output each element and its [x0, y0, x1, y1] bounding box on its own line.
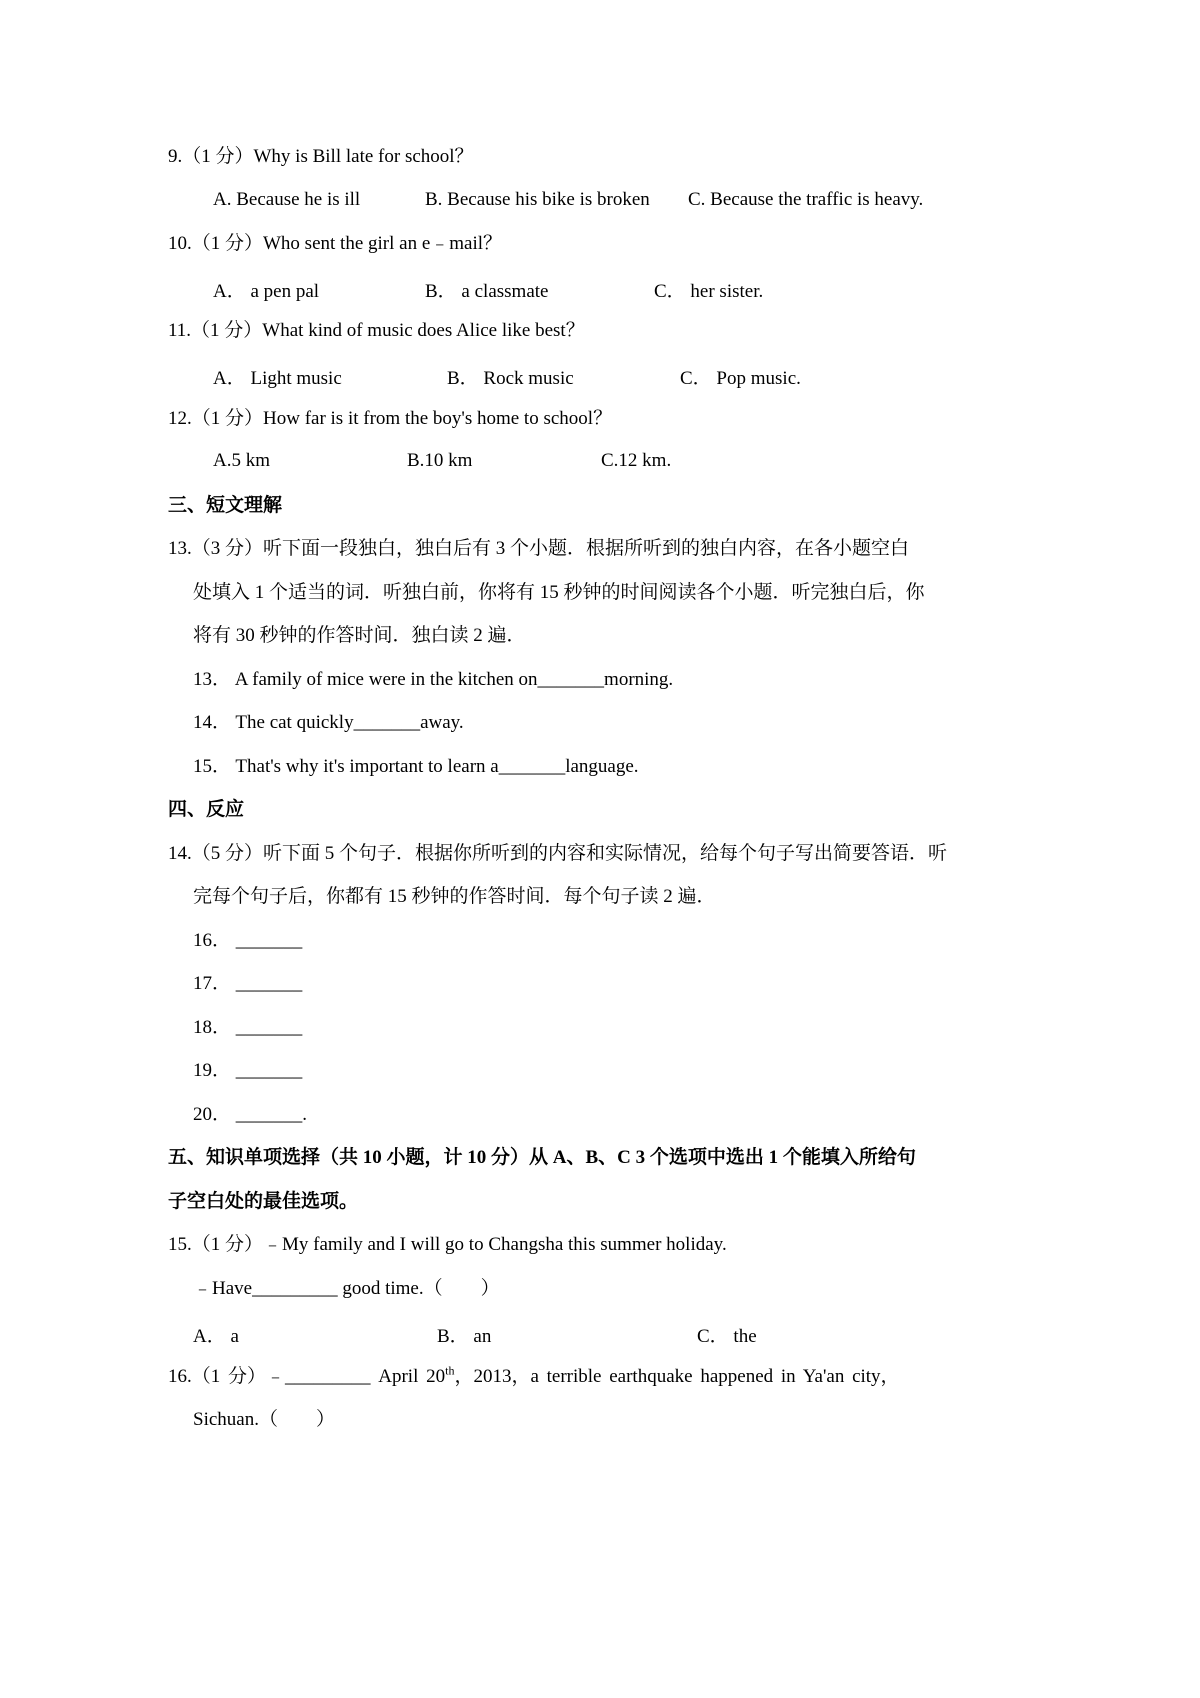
question-13-instructions-line-3: 将有 30 秒钟的作答时间．独白读 2 遍． [193, 625, 526, 646]
answer-line-16: 16． _______ [193, 930, 303, 951]
answer-line-20: 20． _______. [193, 1104, 308, 1125]
answer-line-17: 17． _______ [193, 973, 303, 994]
question-10-option-c: C． her sister. [654, 281, 764, 302]
answer-line-18: 18． _______ [193, 1017, 303, 1038]
question-16-line-2: Sichuan.（ ） [193, 1409, 335, 1430]
question-12-option-a: A.5 km [213, 450, 270, 471]
question-9-option-a: A. Because he is ill [213, 189, 361, 210]
question-11-option-b: B． Rock music [447, 368, 574, 389]
question-16-line-1 [168, 1365, 900, 1389]
question-13-item-2: 14． The cat quickly_______away. [193, 712, 464, 733]
question-13-item-3: 15． That's why it's important to learn a_______language. [193, 756, 639, 777]
answer-line-19: 19． _______ [193, 1060, 303, 1081]
section-5-heading-line-1: 五、知识单项选择（共 10 小题，计 10 分）从 A、B、C 3 个选项中选出 1 个能填入所给句 [168, 1147, 916, 1168]
section-4-heading: 四、反应 [168, 799, 245, 820]
question-11-stem: 11.（1 分）What kind of music does Alice like best？ [168, 320, 585, 341]
question-9-option-b: B. Because his bike is broken [425, 189, 650, 210]
question-12-stem: 12.（1 分）How far is it from the boy's home to school？ [168, 408, 613, 429]
question-13-instructions-line-1: 13.（3 分）听下面一段独白，独白后有 3 个小题．根据所听到的独白内容，在各小题空白 [168, 538, 910, 559]
question-11-option-c: C． Pop music. [680, 368, 801, 389]
question-11-option-a: A． Light music [213, 368, 342, 389]
question-9-option-c: C. Because the traffic is heavy. [688, 189, 924, 210]
section-3-heading: 三、短文理解 [168, 495, 283, 516]
question-15-line-1: 15.（1 分）﹣My family and I will go to Changsha this summer holiday. [168, 1234, 727, 1255]
question-14-instructions-line-1: 14.（5 分）听下面 5 个句子．根据你所听到的内容和实际情况，给每个句子写出简要答语．听 [168, 843, 948, 864]
section-5-heading-line-2: 子空白处的最佳选项。 [168, 1191, 359, 1212]
question-16-line-1-text: 16.（1 分）﹣_________ April 20 [168, 1366, 446, 1387]
question-9-stem: 9.（1 分）Why is Bill late for school？ [168, 146, 474, 167]
question-10-option-a: A． a pen pal [213, 281, 320, 302]
question-10-stem: 10.（1 分）Who sent the girl an e﹣mail？ [168, 233, 503, 254]
question-13-instructions-line-2: 处填入 1 个适当的词．听独白前，你将有 15 秒钟的时间阅读各个小题．听完独白后，你 [193, 582, 925, 603]
question-16-line-1-rest: ，2013，a terrible earthquake happened in Ya'an city， [454, 1366, 900, 1387]
question-14-instructions-line-2: 完每个句子后，你都有 15 秒钟的作答时间．每个句子读 2 遍． [193, 886, 716, 907]
question-15-line-2: ﹣Have_________ good time.（ ） [193, 1278, 500, 1299]
question-10-option-b: B． a classmate [425, 281, 549, 302]
question-15-option-a: A． a [193, 1326, 239, 1347]
ordinal-suffix: th [445, 1363, 455, 1378]
question-15-option-c: C． the [697, 1326, 757, 1347]
question-15-option-b: B． an [437, 1326, 492, 1347]
question-12-option-c: C.12 km. [601, 450, 672, 471]
question-13-item-1: 13． A family of mice were in the kitchen on_______morning. [193, 669, 674, 690]
question-12-option-b: B.10 km [407, 450, 473, 471]
